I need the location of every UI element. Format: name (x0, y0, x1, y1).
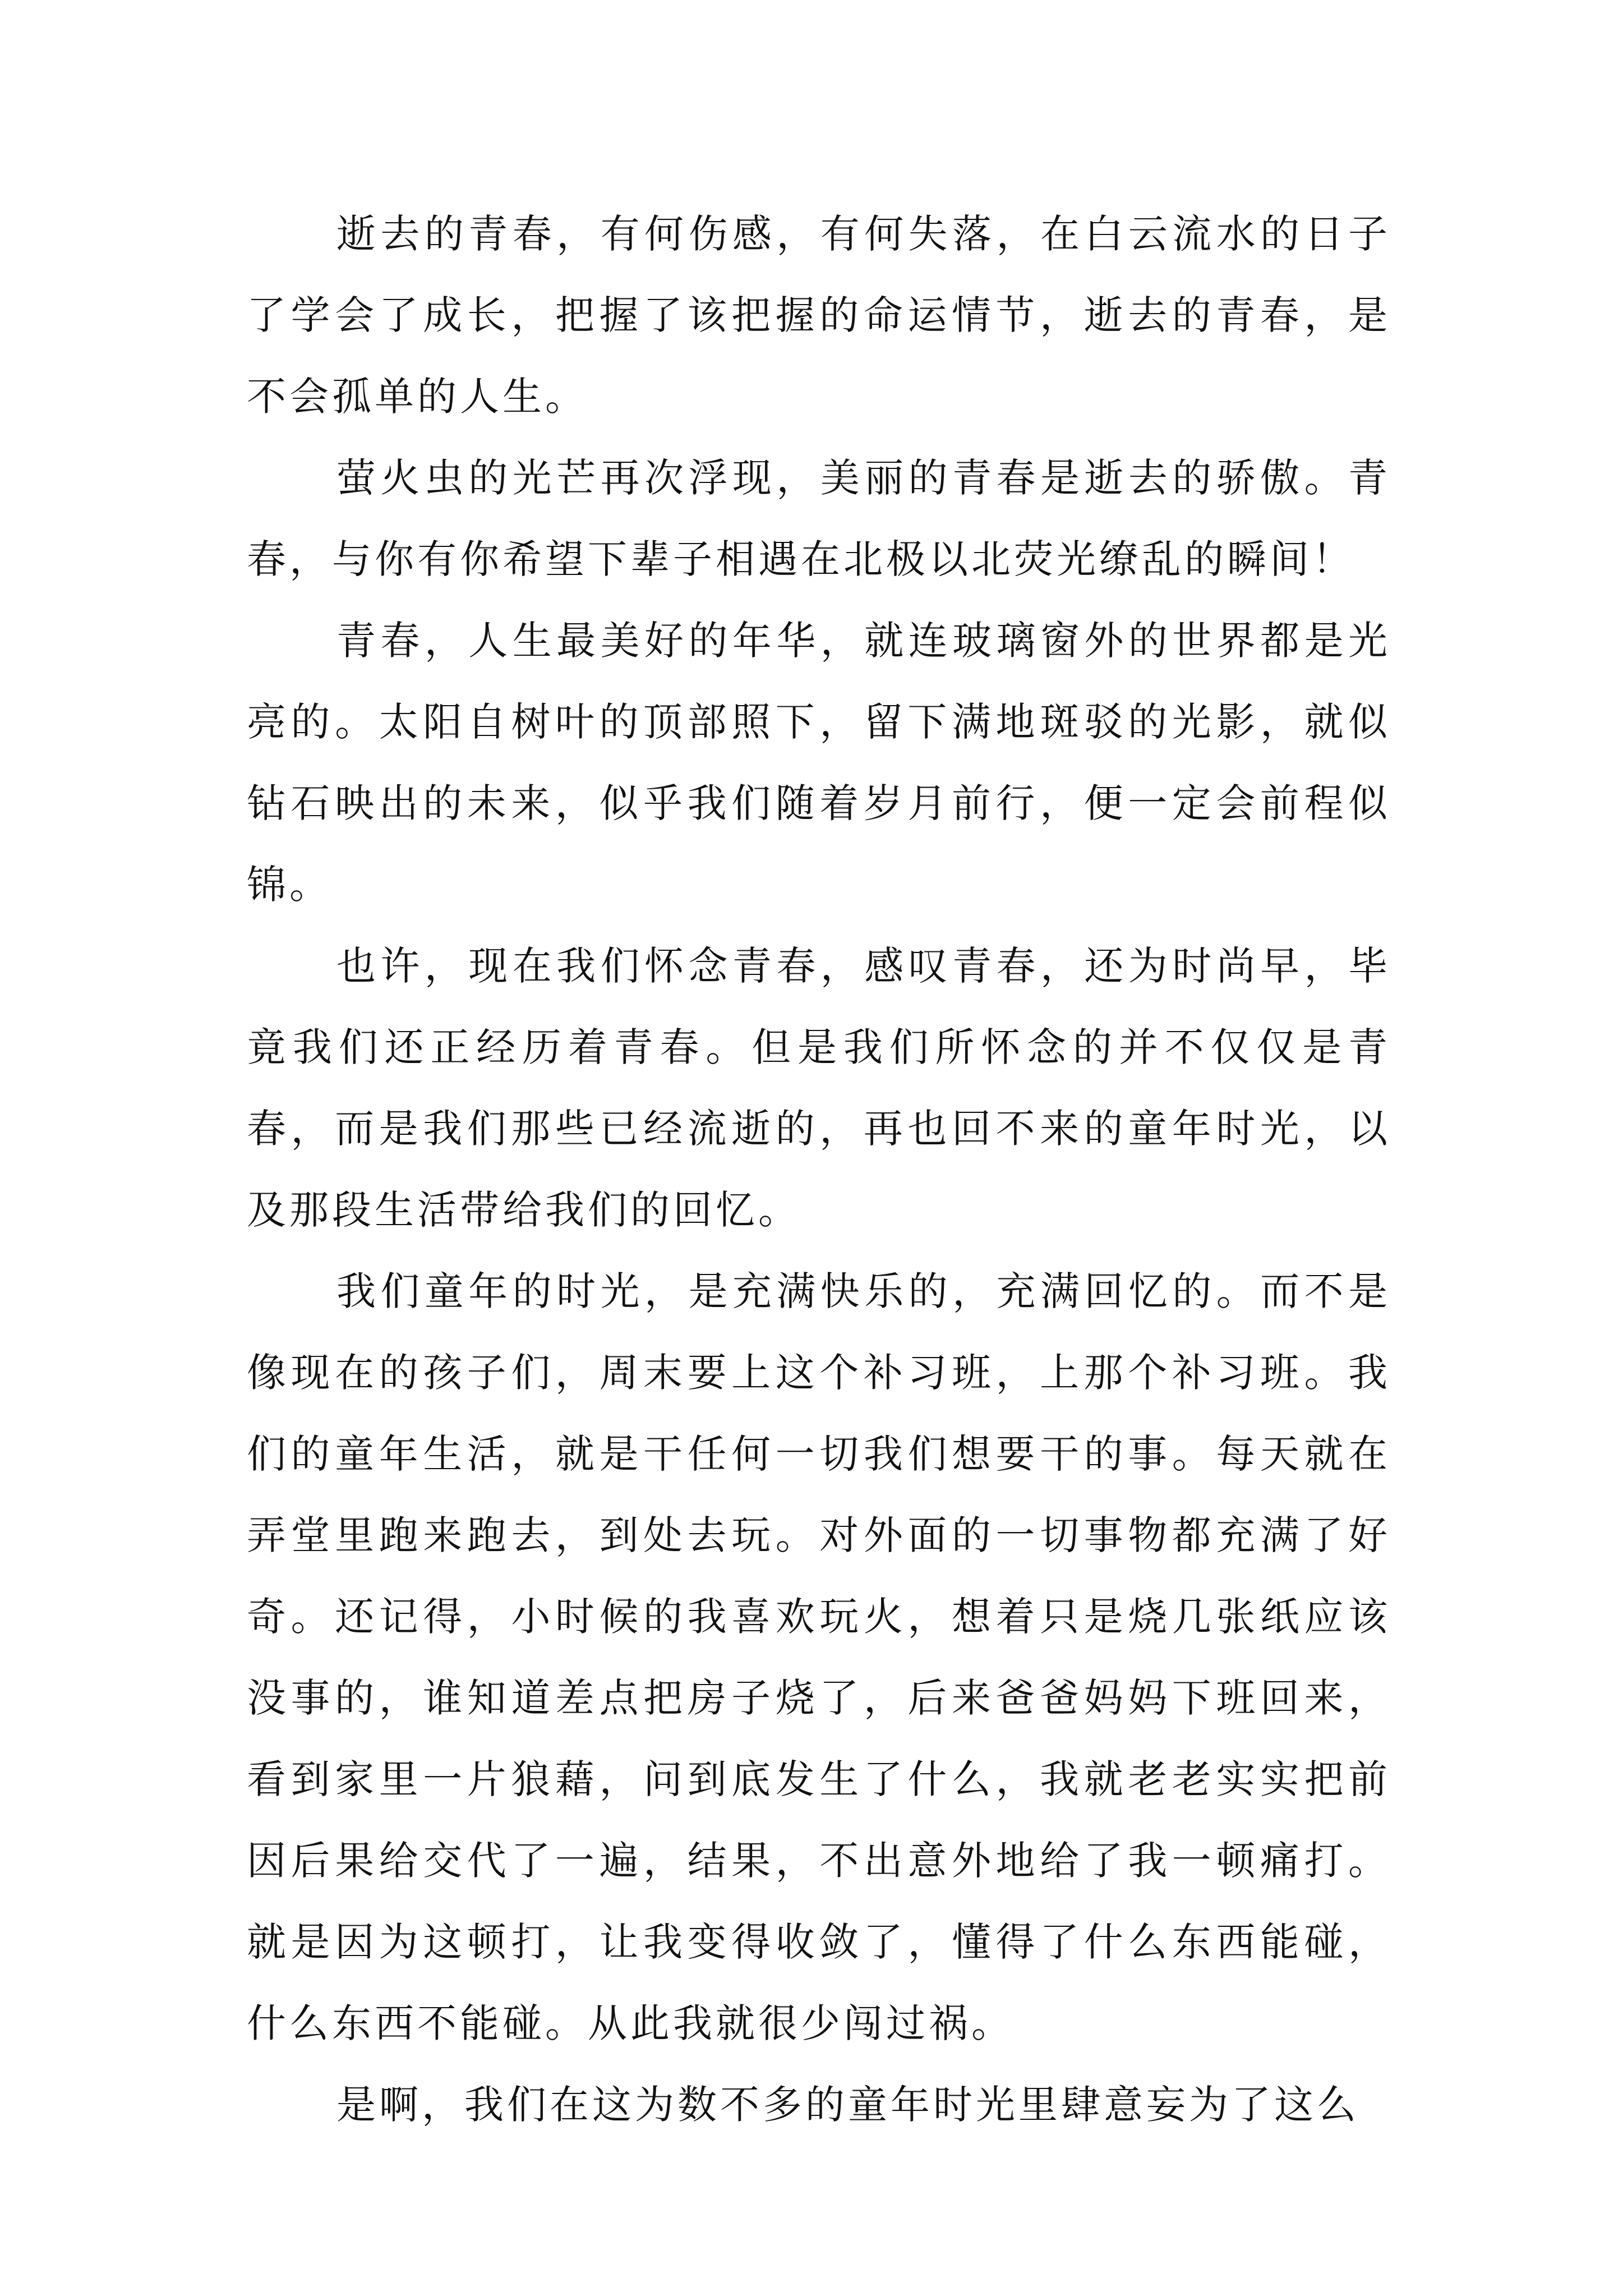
paragraph: 我们童年的时光，是充满快乐的，充满回忆的。而不是像现在的孩子们，周末要上这个补习班，上那个补习班。我们的童年生活，就是干任何一切我们想要干的事。每天就在弄堂里跑来跑去，到处去玩。对外面的一切事物都充满了好奇。还记得，小时候的我喜欢玩火，想着只是烧几张纸应该没事的，谁知道差点把房子烧了，后来爸爸妈妈下班回来，看到家里一片狼藉，问到底发生了什么，我就老老实实把前因后果给交代了一遍，结果，不出意外地给了我一顿痛打。就是因为这顿打，让我变得收敛了，懂得了什么东西能碰，什么东西不能碰。从此我就很少闯过祸。 (247, 1268, 1391, 2046)
paragraph: 也许，现在我们怀念青春，感叹青春，还为时尚早，毕竟我们还正经历着青春。但是我们所怀念的并不仅仅是青春，而是我们那些已经流逝的，再也回不来的童年时光，以及那段生活带给我们的回忆。 (247, 943, 1391, 1233)
paragraph: 萤火虫的光芒再次浮现，美丽的青春是逝去的骄傲。青春，与你有你希望下辈子相遇在北极以北荧光缭乱的瞬间！ (247, 455, 1391, 582)
paragraph: 青春，人生最美好的年华，就连玻璃窗外的世界都是光亮的。太阳自树叶的顶部照下，留下满地斑驳的光影，就似钻石映出的未来，似乎我们随着岁月前行，便一定会前程似锦。 (247, 618, 1391, 908)
paragraph: 逝去的青春，有何伤感，有何失落，在白云流水的日子了学会了成长，把握了该把握的命运情节，逝去的青春，是不会孤单的人生。 (247, 211, 1391, 420)
paragraph: 是啊，我们在这为数不多的童年时光里肆意妄为了这么 (336, 2082, 1359, 2128)
article-body (247, 194, 1391, 2146)
